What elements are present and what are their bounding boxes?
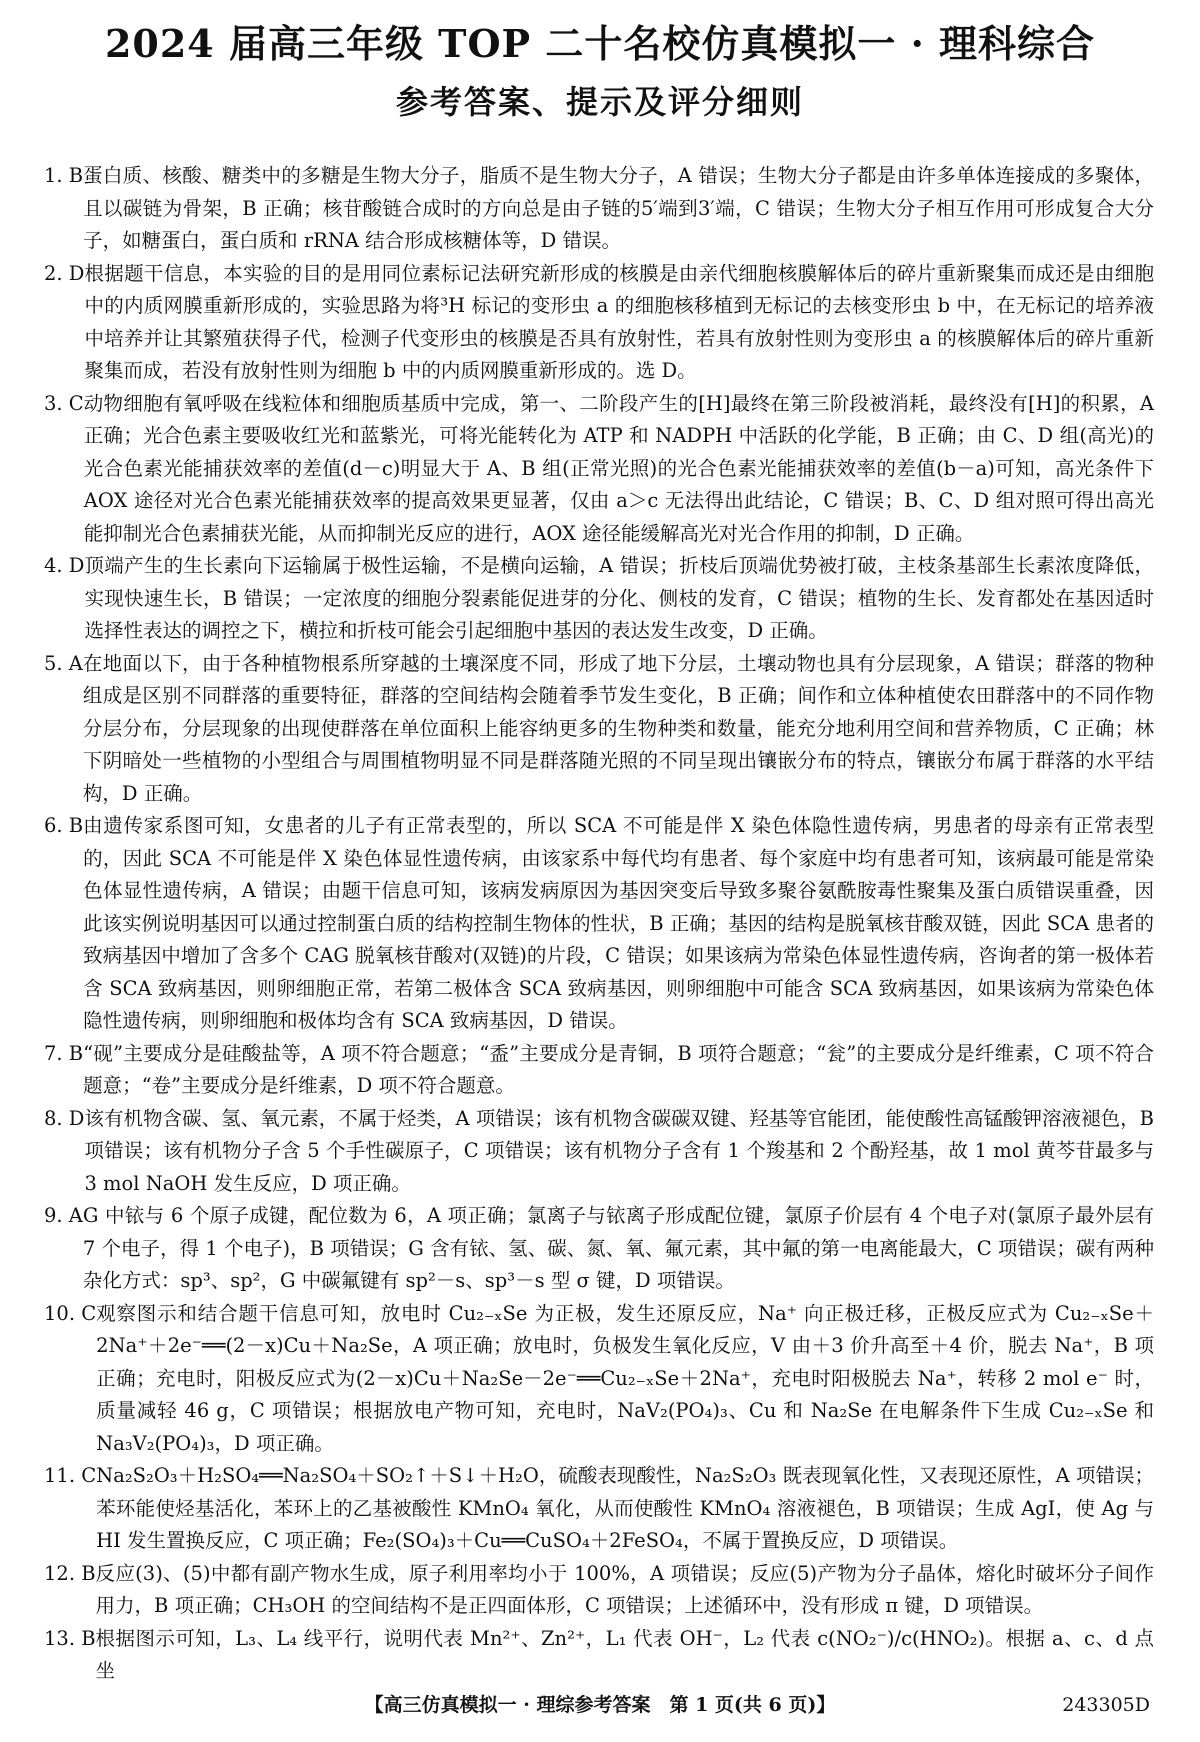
answer-item-11 (44, 1460, 1154, 1558)
answer-item-4 (44, 550, 1154, 648)
answer-explanation: 反应(3)、(5)中都有副产物水生成，原子利用率均小于 100%，A 项错误；反应(5)产物为分子晶体，熔化时破坏分子间作用力，B 项正确；CH₃OH 的空间结构不是正四面体形，C 项错误；上述循环中，没有形成 π 键，D 项错误。 (95, 1561, 1154, 1617)
answer-item-1 (44, 160, 1154, 258)
answer-number: 5. A (44, 651, 83, 675)
answer-number: 9. A (44, 1204, 83, 1227)
footer-page-label: 【高三仿真模拟一 · 理综参考答案 第 1 页(共 6 页)】 (364, 1694, 836, 1716)
answer-explanation: 该有机物含碳、氢、氧元素，不属于烃类，A 项错误；该有机物含碳碳双键、羟基等官能团，能使酸性高锰酸钾溶液褪色，B 项错误；该有机物分子含 5 个手性碳原子，C 项错误；该有机物分子含有 1 个羧基和 2 个酚羟基，故 1 mol 黄芩苷最多与 3 mol NaOH 发生反应，D 项正确。 (84, 1106, 1154, 1195)
answer-explanation: 顶端产生的生长素向下运输属于极性运输，不是横向运输，A 错误；折枝后顶端优势被打破，主枝条基部生长素浓度降低，实现快速生长，B 错误；一定浓度的细胞分裂素能促进芽的分化、侧枝的发育，C 错误；植物的生长、发育都处在基因适时选择性表达的调控之下，横拉和折枝可能会引起细胞中基因的表达发生改变，D 正确。 (84, 554, 1154, 642)
answer-item-12 (44, 1558, 1154, 1623)
answer-number: 7. B (44, 1041, 84, 1065)
page-footer (0, 1688, 1200, 1722)
answer-number: 4. D (44, 554, 85, 577)
answer-number: 2. D (44, 261, 85, 285)
answer-explanation: G 中铱与 6 个原子成键，配位数为 6，A 项正确；氯离子与铱离子形成配位键，氯原子价层有 4 个电子对(氯原子最外层有 7 个电子，得 1 个电子)，B 项错误；G 含有铱、氢、碳、氮、氧、氟元素，其中氟的第一电离能最大，C 项错误；碳有两种杂化方式：sp³、sp²，G 中碳氟键有 sp²－s、sp³－s 型 σ 键，D 项错误。 (82, 1204, 1154, 1292)
answer-explanation: 根据图示可知，L₃、L₄ 线平行，说明代表 Mn²⁺、Zn²⁺，L₁ 代表 OH⁻，L₂ 代表 c(NO₂⁻)/c(HNO₂)。根据 a、c、d 点坐 (95, 1626, 1154, 1682)
footer-doc-code: 243305D (1062, 1694, 1150, 1716)
answer-explanation: 在地面以下，由于各种植物根系所穿越的土壤深度不同，形成了地下分层，土壤动物也具有分层现象，A 错误；群落的物种组成是区别不同群落的重要特征，群落的空间结构会随着季节发生变化，B 正确；间作和立体种植使农田群落中的不同作物分层分布，分层现象的出现使群落在单位面积上能容纳更多的生物种类和数量，能充分地利用空间和营养物质，C 正确；林下阴暗处一些植物的小型组合与周围植物明显不同是群落随光照的不同呈现出镶嵌分布的特点，镶嵌分布属于群落的水平结构，D 正确。 (82, 651, 1154, 805)
answer-explanation: 动物细胞有氧呼吸在线粒体和细胞质基质中完成，第一、二阶段产生的[H]最终在第三阶段被消耗，最终没有[H]的积累，A 正确；光合色素主要吸收红光和蓝紫光，可将光能转化为 ATP 和 NADPH 中活跃的化学能，B 正确；由 C、D 组(高光)的光合色素光能捕获效率的差值(d－c)明显大于 A、B 组(正常光照)的光合色素光能捕获效率的差值(b－a)可知，高光条件下 AOX 途径对光合色素光能捕获效率的提高效果更显著，仅由 a＞c 无法得出此结论，C 错误；B、C、D 组对照可得出高光能抑制光合色素捕获光能，从而抑制光反应的进行，AOX 途径能缓解高光对光合作用的抑制，D 正确。 (83, 391, 1154, 545)
answer-item-2 (44, 258, 1154, 388)
answer-explanation: 观察图示和结合题干信息可知，放电时 Cu₂₋ₓSe 为正极，发生还原反应，Na⁺ 向正极迁移，正极反应式为 Cu₂₋ₓSe＋2Na⁺＋2e⁻══(2－x)Cu＋Na₂Se，A 项正确；放电时，负极发生氧化反应，V 由＋3 价升高至＋4 价，脱去 Na⁺，B 项正确；充电时，阳极反应式为(2－x)Cu＋Na₂Se－2e⁻══Cu₂₋ₓSe＋2Na⁺，充电时阳极脱去 Na⁺，转移 2 mol e⁻ 时，质量减轻 46 g，C 项错误；根据放电产物可知，充电时，NaV₂(PO₄)₃、Cu 和 Na₂Se 在电解条件下生成 Cu₂₋ₓSe 和 Na₃V₂(PO₄)₃，D 项正确。 (96, 1301, 1154, 1455)
answer-explanation: “砚”主要成分是硅酸盐等，A 项不符合题意；“盉”主要成分是青铜，B 项符合题意；“瓮”的主要成分是纤维素，C 项不符合题意；“卷”主要成分是纤维素，D 项不符合题意。 (83, 1041, 1154, 1097)
answer-item-6 (44, 810, 1154, 1038)
answer-item-10 (44, 1298, 1154, 1461)
answer-list (44, 160, 1154, 1688)
answer-explanation: 蛋白质、核酸、糖类中的多糖是生物大分子，脂质不是生物大分子，A 错误；生物大分子都是由许多单体连接成的多聚体，且以碳链为骨架，B 正确；核苷酸链合成时的方向总是由子链的5′端到3′端，C 错误；生物大分子相互作用可形成复合大分子，如糖蛋白，蛋白质和 rRNA 结合形成核糖体等，D 错误。 (83, 164, 1154, 252)
answer-explanation: Na₂S₂O₃＋H₂SO₄══Na₂SO₄＋SO₂↑＋S↓＋H₂O，硫酸表现酸性，Na₂S₂O₃ 既表现氧化性，又表现还原性，A 项错误；苯环能使烃基活化，苯环上的乙基被酸性 KMnO₄ 氧化，从而使酸性 KMnO₄ 溶液褪色，B 项错误；生成 AgI，使 Ag 与 HI 发生置换反应，C 项正确；Fe₂(SO₄)₃＋Cu══CuSO₄＋2FeSO₄，不属于置换反应，D 项错误。 (96, 1464, 1154, 1552)
page-title: 2024 届高三年级 TOP 二十名校仿真模拟一 · 理科综合 (104, 21, 1096, 66)
answer-number: 13. B (44, 1626, 96, 1650)
answer-number: 3. C (44, 391, 84, 415)
answer-number: 6. B (44, 814, 84, 837)
answer-number: 1. B (44, 164, 84, 187)
answer-number: 12. B (44, 1561, 96, 1585)
answer-number: 11. C (44, 1464, 97, 1487)
answer-item-3 (44, 388, 1154, 551)
page-subtitle: 参考答案、提示及评分细则 (395, 83, 804, 121)
answer-explanation: 由遗传家系图可知，女患者的儿子有正常表型的，所以 SCA 不可能是伴 X 染色体隐性遗传病，男患者的母亲有正常表型的，因此 SCA 不可能是伴 X 染色体显性遗传病，由该家系中每代均有患者、每个家庭中均有患者可知，该病最可能是常染色体显性遗传病，A 错误；由题干信息可知，该病发病原因为基因突变后导致多聚谷氨酰胺毒性聚集及蛋白质错误重叠，因此该实例说明基因可以通过控制蛋白质的结构控制生物体的性状，B 正确；基因的结构是脱氧核苷酸双链，因此 SCA 患者的致病基因中增加了含多个 CAG 脱氧核苷酸对(双链)的片段，C 错误；如果该病为常染色体显性遗传病，咨询者的第一极体若含 SCA 致病基因，则卵细胞正常，若第二极体含 SCA 致病基因，则卵细胞中可能含 SCA 致病基因，如果该病为常染色体隐性遗传病，则卵细胞和极体均含有 SCA 致病基因，D 错误。 (83, 814, 1154, 1032)
answer-item-7 (44, 1038, 1154, 1103)
answer-item-9 (44, 1200, 1154, 1298)
answer-item-13 (44, 1623, 1154, 1688)
answer-number: 10. C (44, 1301, 97, 1325)
answer-explanation: 根据题干信息，本实验的目的是用同位素标记法研究新形成的核膜是由亲代细胞核膜解体后的碎片重新聚集而成还是由细胞中的内质网膜重新形成的，实验思路为将³H 标记的变形虫 a 的细胞核移植到无标记的去核变形虫 b 中，在无标记的培养液中培养并让其繁殖获得子代，检测子代变形虫的核膜是否具有放射性，若具有放射性则为变形虫 a 的核膜解体后的碎片重新聚集而成，若没有放射性则为细胞 b 中的内质网膜重新形成的。选 D。 (84, 261, 1154, 382)
answer-item-5 (44, 648, 1154, 811)
answer-item-8 (44, 1103, 1154, 1201)
answer-number: 8. D (44, 1106, 85, 1130)
